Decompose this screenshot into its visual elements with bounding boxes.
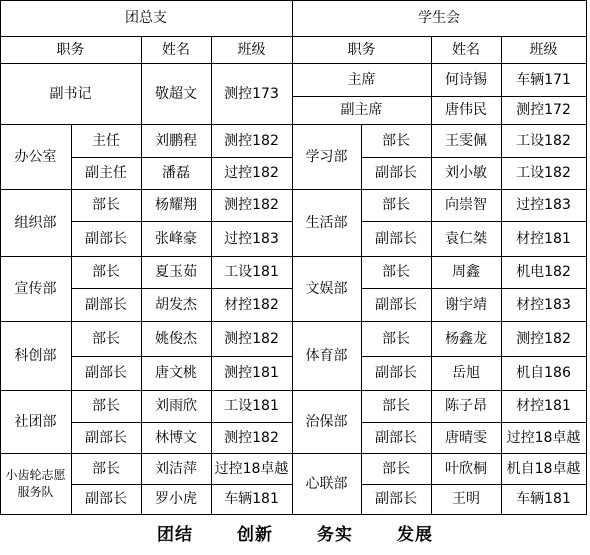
member-title: 副部长 xyxy=(85,296,127,313)
member-title: 部长 xyxy=(382,398,410,414)
department-name: 学习部 xyxy=(305,148,348,165)
member-title: 部长 xyxy=(382,197,410,213)
member-name: 刘雨欣 xyxy=(155,398,197,414)
member-class: 过控183 xyxy=(224,230,279,247)
department-name: 宣传部 xyxy=(14,280,57,297)
slogan-word: 务实 xyxy=(317,524,353,545)
member-name: 刘洁萍 xyxy=(155,460,197,477)
member-title: 副部长 xyxy=(375,230,417,247)
member-class: 测控182 xyxy=(224,330,279,347)
vice-chair-role: 副主席 xyxy=(340,102,383,118)
department-name: 组织部 xyxy=(14,214,57,231)
column-header-class: 班级 xyxy=(529,41,558,58)
member-name: 胡发杰 xyxy=(155,296,197,313)
member-name: 林博文 xyxy=(155,429,197,446)
department-name: 体育部 xyxy=(305,347,348,364)
member-name: 唐晴雯 xyxy=(445,429,487,446)
member-title: 部长 xyxy=(92,264,120,280)
member-title: 部长 xyxy=(382,132,410,149)
member-class: 测控182 xyxy=(516,330,571,347)
member-title: 副部长 xyxy=(85,365,127,381)
column-header-class: 班级 xyxy=(237,41,266,58)
member-name: 夏玉茹 xyxy=(155,264,197,280)
department-name: 生活部 xyxy=(305,214,348,231)
department-name: 治保部 xyxy=(305,413,348,430)
member-title: 副部长 xyxy=(375,491,417,507)
member-name: 刘小敏 xyxy=(445,165,487,181)
member-title: 部长 xyxy=(382,330,410,347)
member-class: 过控182 xyxy=(224,165,279,181)
member-class: 工设181 xyxy=(224,264,279,280)
member-name: 陈子昂 xyxy=(445,398,487,414)
member-name: 罗小虎 xyxy=(155,491,197,507)
member-class: 过控18卓越 xyxy=(506,429,581,446)
member-class: 材控181 xyxy=(516,398,571,414)
member-name: 叶欣桐 xyxy=(445,460,487,477)
member-name: 唐文桃 xyxy=(155,365,197,381)
member-title: 部长 xyxy=(382,460,410,477)
member-title: 部长 xyxy=(382,264,410,280)
vice-secretary-class: 测控173 xyxy=(224,85,279,102)
member-title: 部长 xyxy=(92,460,120,477)
member-title: 副主任 xyxy=(85,165,127,181)
department-name: 小齿轮志愿服务队 xyxy=(5,467,66,499)
member-name: 王雯佩 xyxy=(445,132,487,149)
member-class: 过控183 xyxy=(516,197,571,213)
vice-chair-name: 唐伟民 xyxy=(445,102,487,118)
member-name: 周鑫 xyxy=(452,264,480,280)
member-class: 机电182 xyxy=(516,264,571,280)
column-header-name: 姓名 xyxy=(162,41,190,58)
member-class: 车辆181 xyxy=(516,491,571,507)
member-class: 材控183 xyxy=(516,296,571,313)
member-class: 材控182 xyxy=(224,296,279,313)
member-name: 杨鑫龙 xyxy=(445,330,487,347)
member-title: 部长 xyxy=(92,398,120,414)
department-name: 科创部 xyxy=(14,347,57,364)
member-name: 袁仁桀 xyxy=(445,230,487,247)
department-name: 文娱部 xyxy=(305,280,348,297)
chair-class: 车辆171 xyxy=(516,71,571,88)
vice-chair-class: 测控172 xyxy=(516,102,571,118)
member-title: 副部长 xyxy=(375,365,417,381)
member-title: 副部长 xyxy=(85,230,127,247)
section-title-union: 学生会 xyxy=(418,10,460,26)
vice-secretary-role: 副书记 xyxy=(49,85,92,102)
member-class: 过控18卓越 xyxy=(214,460,289,477)
slogan xyxy=(0,512,590,552)
column-header-name: 姓名 xyxy=(452,41,480,58)
department-name: 社团部 xyxy=(14,413,57,430)
member-class: 车辆181 xyxy=(224,491,279,507)
slogan-word: 创新 xyxy=(237,524,273,545)
member-name: 向崇智 xyxy=(445,197,487,213)
member-title: 副部长 xyxy=(85,429,127,446)
member-name: 岳旭 xyxy=(452,365,480,381)
grid-line xyxy=(586,0,587,514)
member-class: 工设181 xyxy=(224,398,279,414)
member-name: 王明 xyxy=(452,491,480,507)
vice-secretary-name: 敬超文 xyxy=(155,85,197,102)
member-class: 材控181 xyxy=(516,230,571,247)
member-name: 张峰豪 xyxy=(155,230,197,247)
member-title: 部长 xyxy=(92,197,120,213)
department-name: 心联部 xyxy=(305,475,348,492)
section-title-league: 团总支 xyxy=(125,10,167,26)
department-name: 办公室 xyxy=(14,148,57,165)
member-title: 副部长 xyxy=(85,491,127,507)
member-class: 测控182 xyxy=(224,132,279,149)
member-class: 机自18卓越 xyxy=(506,460,581,477)
member-class: 工设182 xyxy=(516,132,571,149)
member-class: 测控182 xyxy=(224,197,279,213)
column-header-role: 职务 xyxy=(56,41,85,58)
member-class: 机自186 xyxy=(516,365,571,381)
member-class: 测控181 xyxy=(224,365,279,381)
slogan-word: 团结 xyxy=(157,524,193,545)
member-name: 潘磊 xyxy=(162,165,190,181)
slogan-word: 发展 xyxy=(397,524,433,545)
member-title: 主任 xyxy=(92,132,120,149)
member-title: 副部长 xyxy=(375,296,417,313)
chair-role: 主席 xyxy=(347,71,376,88)
member-title: 部长 xyxy=(92,330,120,347)
member-class: 测控182 xyxy=(224,429,279,446)
member-name: 姚俊杰 xyxy=(155,330,197,347)
member-class: 工设182 xyxy=(516,165,571,181)
member-name: 杨耀翔 xyxy=(155,197,197,213)
member-title: 副部长 xyxy=(375,429,417,446)
column-header-role: 职务 xyxy=(347,41,376,58)
member-title: 副部长 xyxy=(375,165,417,181)
chair-name: 何诗锡 xyxy=(445,71,487,88)
member-name: 刘鹏程 xyxy=(155,132,197,149)
member-name: 谢宇靖 xyxy=(445,296,487,313)
